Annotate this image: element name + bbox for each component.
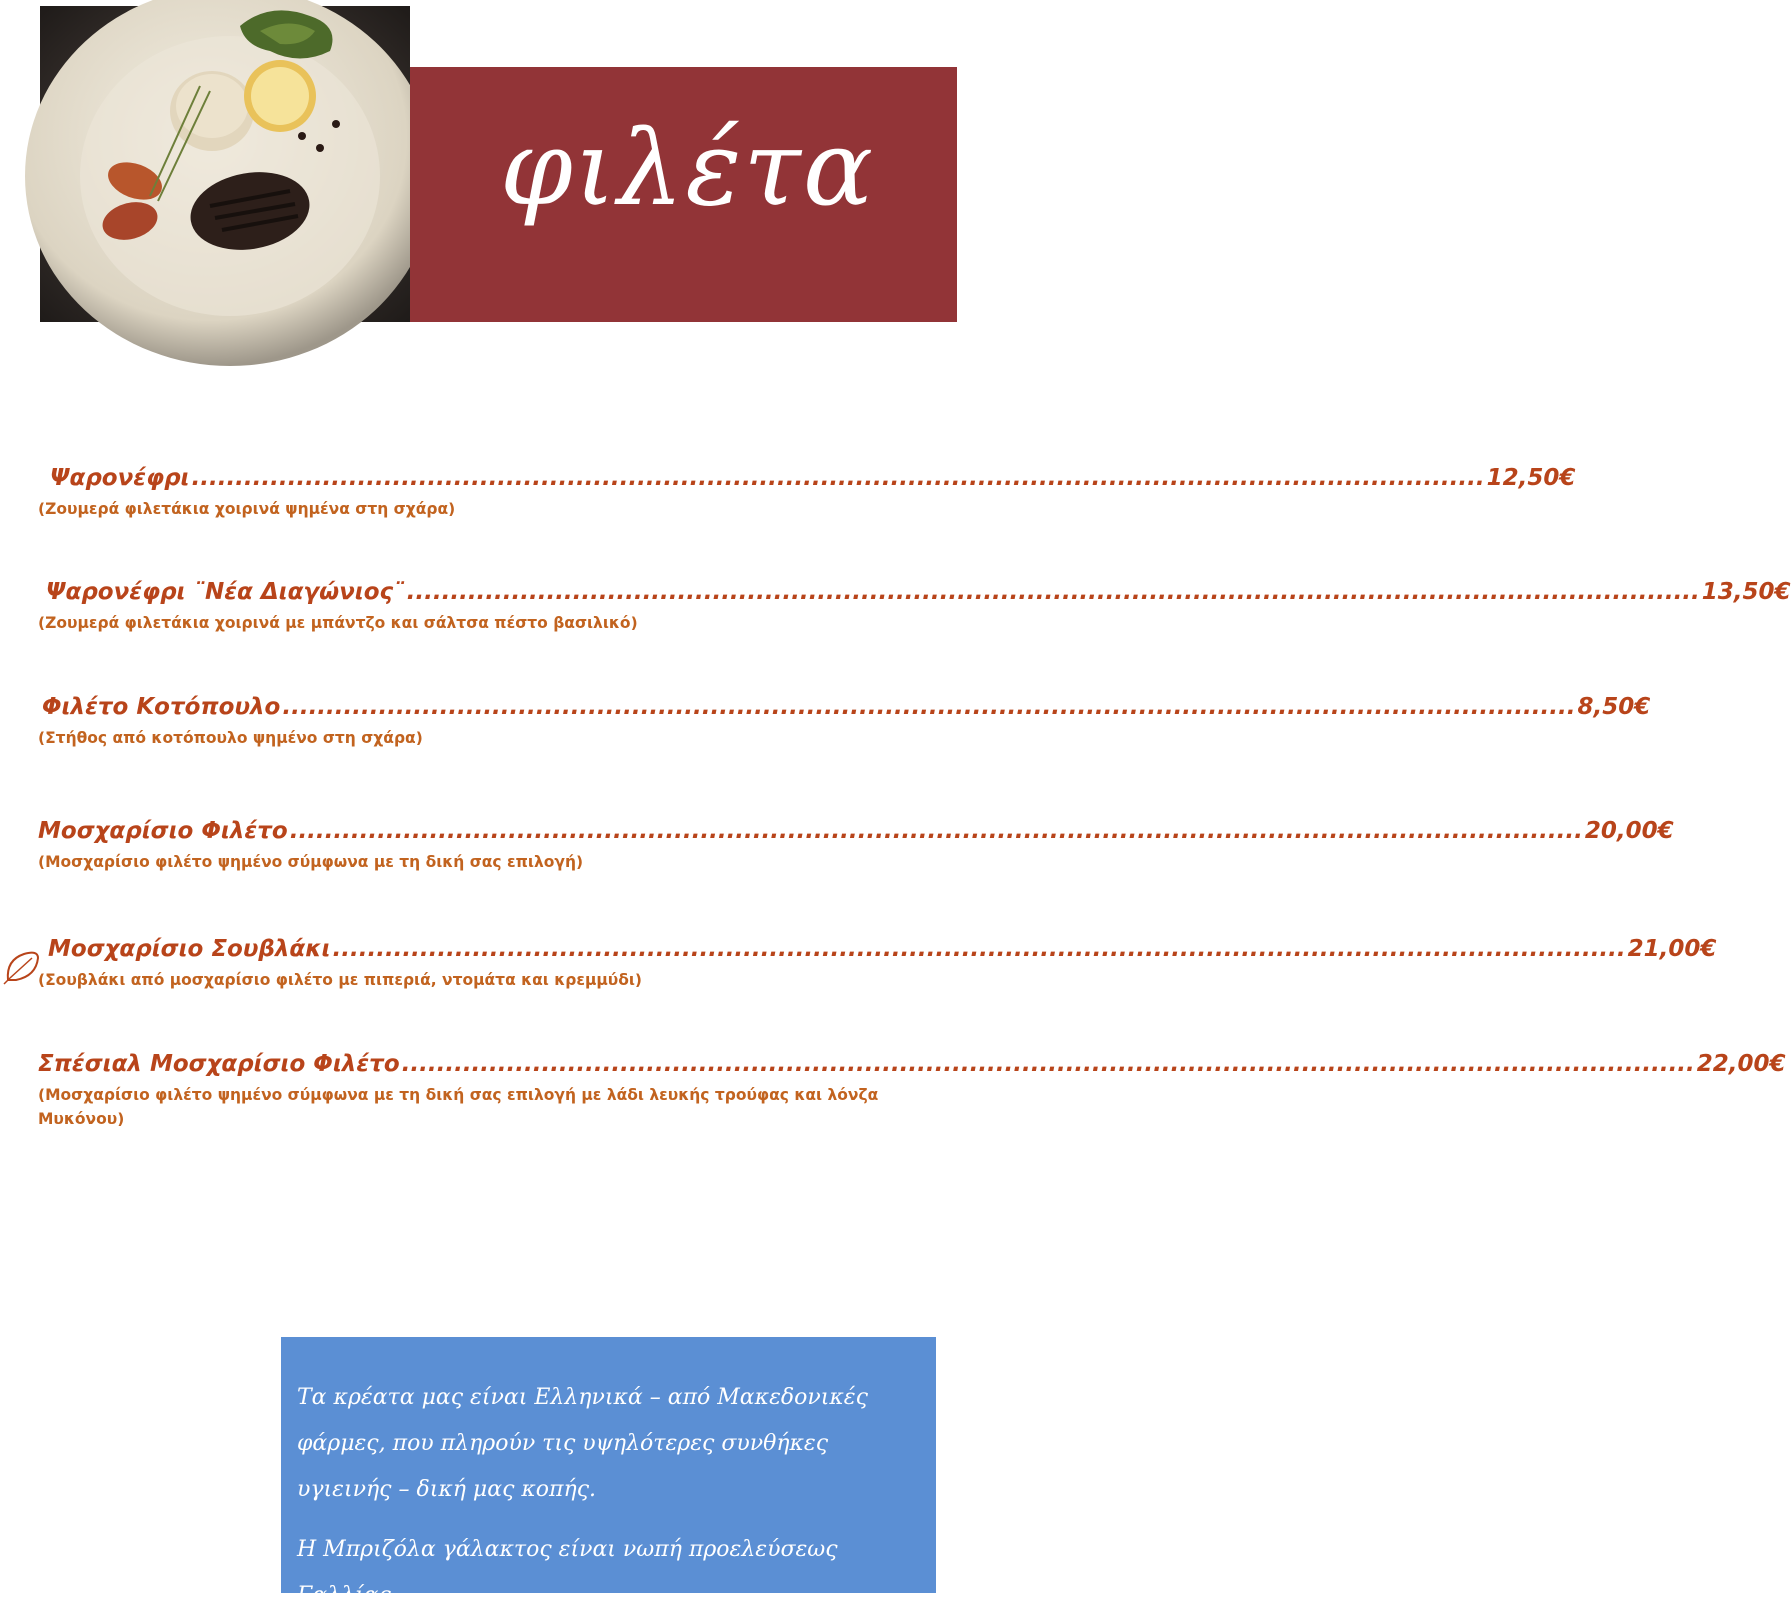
item-description: (Ζουμερά φιλετάκια χοιρινά ψημένα στη σχάρα) bbox=[38, 500, 456, 518]
meat-origin-note bbox=[281, 1337, 936, 1608]
menu-item bbox=[38, 936, 1717, 992]
item-description: (Σουβλάκι από μοσχαρίσιο φιλέτο με πιπεριά, ντομάτα και κρεμμύδι) bbox=[38, 971, 643, 989]
item-price: 8,50€ bbox=[1577, 694, 1651, 720]
item-description: (Μοσχαρίσιο φιλέτο ψημένο σύμφωνα με τη δική σας επιλογή) bbox=[38, 853, 584, 871]
leader-dots: .................................................................................................................................................... bbox=[401, 1051, 1695, 1077]
title-banner bbox=[410, 67, 957, 322]
item-price: 12,50€ bbox=[1486, 465, 1576, 491]
leader-dots: .................................................................................................................................................... bbox=[332, 936, 1626, 962]
item-price: 13,50€ bbox=[1701, 579, 1791, 605]
item-name: Ψαρονέφρι ¨Νέα Διαγώνιος¨ bbox=[46, 579, 405, 605]
plated-steak-photo bbox=[40, 6, 410, 322]
page-title: φιλέτα bbox=[500, 107, 876, 229]
leader-dots: .................................................................................................................................................... bbox=[289, 818, 1583, 844]
menu-item bbox=[38, 579, 1791, 635]
item-name: Μοσχαρίσιο Φιλέτο bbox=[38, 818, 288, 844]
item-description: (Μοσχαρίσιο φιλέτο ψημένο σύμφωνα με τη δική σας επιλογή με λάδι λευκής τρούφας και λόνζα Μυκόνου) bbox=[38, 1086, 879, 1128]
item-name: Σπέσιαλ Μοσχαρίσιο Φιλέτο bbox=[38, 1051, 400, 1077]
menu-item bbox=[38, 694, 1651, 750]
item-price: 21,00€ bbox=[1627, 936, 1717, 962]
leader-dots: .................................................................................................................................................... bbox=[282, 694, 1576, 720]
menu-item bbox=[38, 818, 1674, 874]
item-price: 22,00€ bbox=[1696, 1051, 1786, 1077]
leader-dots: .................................................................................................................................................... bbox=[191, 465, 1485, 491]
item-name: Μοσχαρίσιο Σουβλάκι bbox=[48, 936, 331, 962]
item-price: 20,00€ bbox=[1584, 818, 1674, 844]
item-name: Φιλέτο Κοτόπουλο bbox=[42, 694, 281, 720]
leaf-icon bbox=[2, 950, 42, 986]
note-steak-text: Η Μπριζόλα γάλακτος είναι νωπή προελεύσεως Γαλλίας. bbox=[297, 1537, 838, 1608]
leader-dots: .................................................................................................................................................... bbox=[406, 579, 1700, 605]
item-description: (Στήθος από κοτόπουλο ψημένο στη σχάρα) bbox=[38, 729, 423, 747]
note-origin-text: Τα κρέατα μας είναι Ελληνικά – από Μακεδονικές φάρμες, που πληρούν τις υψηλότερες συνθήκες υγιεινής – δική μας κοπής. bbox=[297, 1385, 868, 1502]
menu-item bbox=[38, 465, 1576, 521]
item-description: (Ζουμερά φιλετάκια χοιρινά με μπάντζο και σάλτσα πέστο βασιλικό) bbox=[38, 614, 638, 632]
item-name: Ψαρονέφρι bbox=[50, 465, 190, 491]
menu-item bbox=[38, 1051, 1786, 1131]
